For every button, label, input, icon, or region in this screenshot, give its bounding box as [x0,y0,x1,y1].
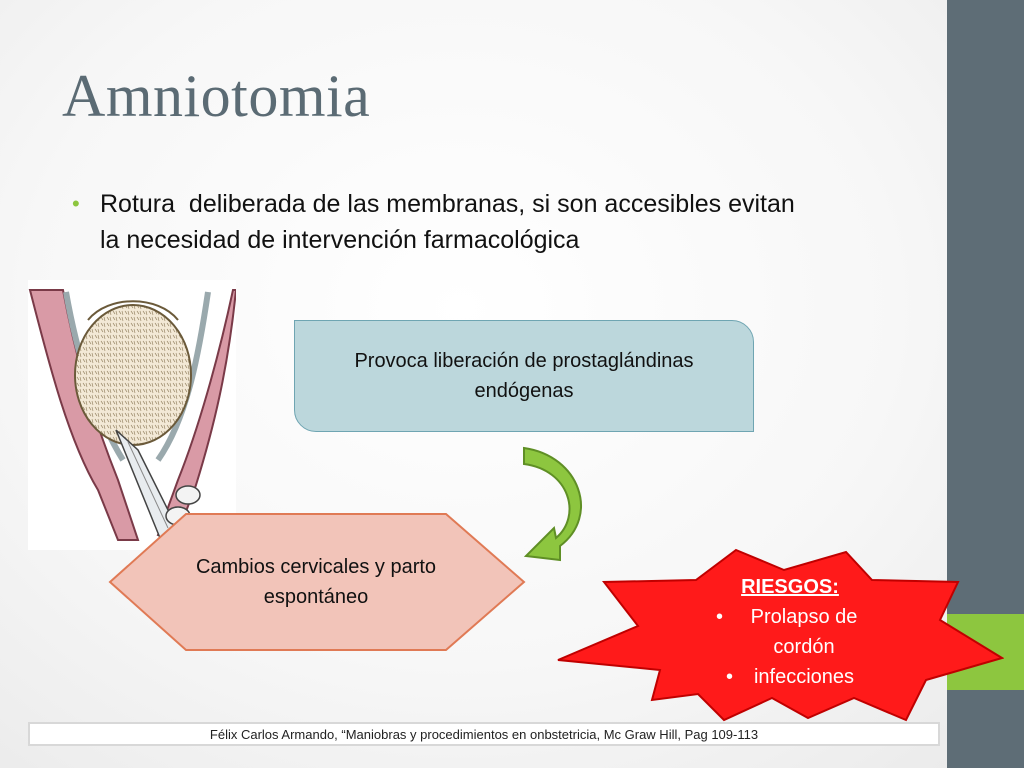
bullet-item [72,186,902,258]
risk-item [690,602,890,662]
risks-title: RIESGOS: [741,576,839,598]
bullet-text: Rotura deliberada de las membranas, si son accesibles evitan la necesidad de intervención farmacológica [100,190,795,254]
amniotomy-illustration [28,280,236,550]
risks-list [690,572,890,692]
risk-item [690,662,890,692]
bullet-dot-icon: • [72,191,80,216]
risk-item-label: Prolapso de cordón [750,606,858,658]
cervical-changes-text: Cambios cervicales y parto espontáneo [195,556,437,608]
bullet-dot-icon: • [716,606,724,628]
prostaglandin-box [294,320,754,432]
citation-text: Félix Carlos Armando, “Maniobras y procedimientos en onbstetricia, Mc Graw Hill, Pag 109-113 [209,726,759,742]
prostaglandin-text: Provoca liberación de prostaglándinas endógenas [354,350,694,402]
slide-title: Amniotomia [62,63,371,129]
bullet-dot-icon: • [725,666,733,688]
citation-footer [28,722,940,746]
risk-item-label: infecciones [753,666,855,688]
